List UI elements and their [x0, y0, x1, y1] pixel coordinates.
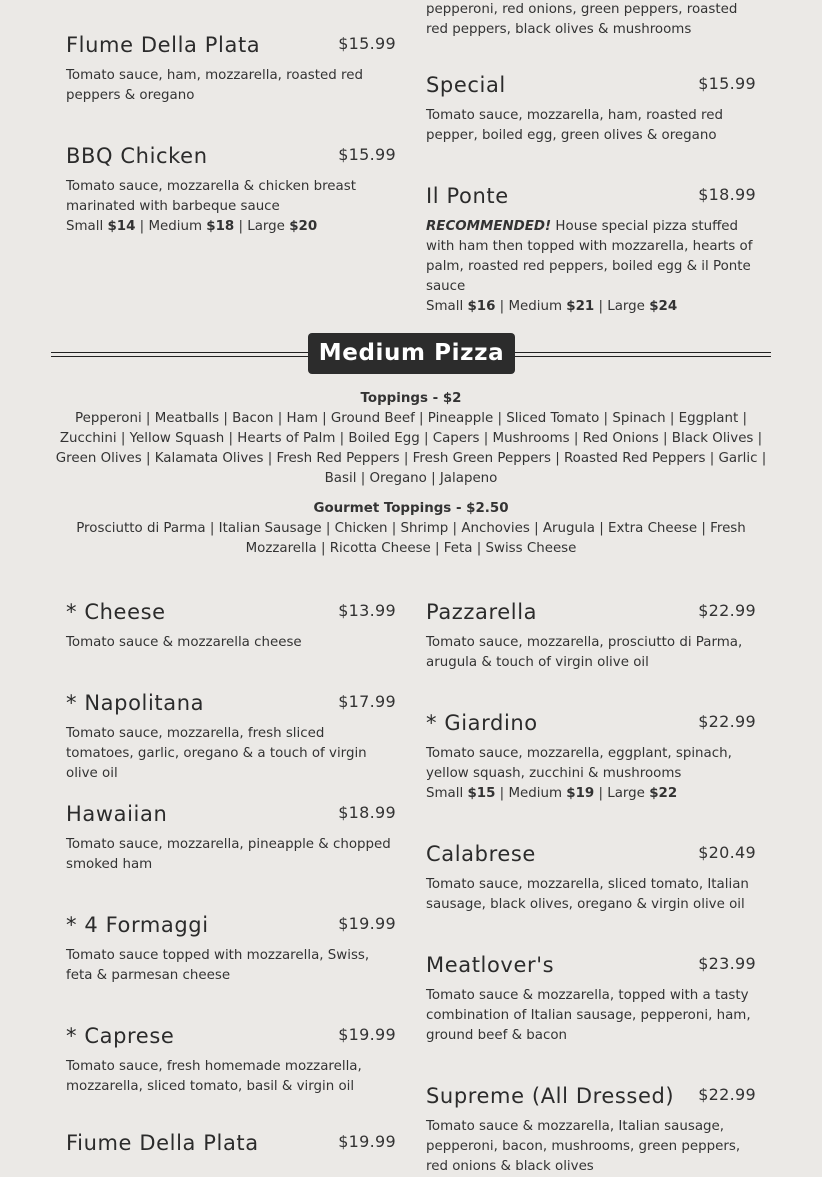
size-small-label: Small — [426, 299, 464, 314]
item-description: Tomato sauce topped with mozzarella, Swiss, feta & parmesan cheese — [66, 948, 370, 983]
item-price: $23.99 — [698, 954, 756, 973]
size-prices: Small $16 | Medium $21 | Large $24 — [426, 299, 678, 314]
size-prices: Small $14 | Medium $18 | Large $20 — [66, 219, 318, 234]
size-prices: Small $15 | Medium $19 | Large $22 — [426, 786, 678, 801]
item-name: * 4 Formaggi — [66, 913, 209, 937]
menu-item — [66, 1131, 396, 1155]
item-price: $18.99 — [698, 185, 756, 204]
size-small-price: $15 — [467, 786, 496, 801]
toppings-list: Pepperoni | Meatballs | Bacon | Ham | Ground Beef | Pineapple | Sliced Tomato | Spinach | Eggplant | Zucchini | Yellow Squash | Hearts of Palm | Boiled Egg | Capers | Mushrooms | Red Onions | Black Olives | Green Olives | Kalamata Olives | Fresh Red Peppers | Fresh Green Peppers | Roasted Red Peppers | Garlic | Basil | Oregano | Jalapeno — [55, 411, 767, 486]
size-large-label: Large — [607, 786, 645, 801]
item-price: $15.99 — [698, 74, 756, 93]
section-title: Medium Pizza — [308, 333, 515, 374]
size-small-label: Small — [426, 786, 464, 801]
recommended-tag: RECOMMENDED! — [426, 219, 552, 234]
toppings-block — [51, 389, 771, 489]
size-large-price: $24 — [649, 299, 678, 314]
item-name: Flume Della Plata — [66, 33, 261, 57]
item-description: Tomato sauce, mozzarella, eggplant, spinach, yellow squash, zucchini & mushrooms — [426, 746, 732, 781]
item-description-block — [426, 217, 756, 317]
item-description: Tomato sauce, mozzarella & chicken breast marinated with barbeque sauce — [66, 179, 356, 214]
item-name: Special — [426, 73, 506, 97]
item-name: Fiume Della Plata — [66, 1131, 259, 1155]
item-description: House special pizza stuffed with ham then topped with mozzarella, hearts of palm, roasted red peppers, boiled egg & il Ponte sauce — [426, 219, 753, 294]
item-price: $22.99 — [698, 1085, 756, 1104]
item-name: Calabrese — [426, 842, 536, 866]
item-description: Tomato sauce, mozzarella, pineapple & chopped smoked ham — [66, 837, 391, 872]
item-price: $22.99 — [698, 712, 756, 731]
item-name: * Giardino — [426, 711, 538, 735]
item-name: Pazzarella — [426, 600, 538, 624]
size-medium-price: $18 — [206, 219, 235, 234]
item-name: Il Ponte — [426, 184, 509, 208]
gourmet-toppings-block — [51, 499, 771, 559]
item-name: Meatlover's — [426, 953, 555, 977]
item-price: $20.49 — [698, 843, 756, 862]
menu-item — [426, 1084, 756, 1174]
item-description: Tomato sauce & mozzarella, Italian sausage, pepperoni, bacon, mushrooms, green peppers, red onions & black olives — [426, 1119, 741, 1174]
item-description: Tomato sauce & mozzarella, topped with a tasty combination of Italian sausage, pepperoni, ham, ground beef & bacon — [426, 988, 751, 1043]
item-price: $15.99 — [338, 145, 396, 164]
item-name: * Napolitana — [66, 691, 205, 715]
item-name: BBQ Chicken — [66, 144, 208, 168]
size-large-price: $22 — [649, 786, 678, 801]
item-price: $18.99 — [338, 803, 396, 822]
item-description-block — [66, 177, 396, 237]
size-medium-label: Medium — [148, 219, 202, 234]
item-description: Tomato sauce, mozzarella, ham, roasted red pepper, boiled egg, green olives & oregano — [426, 108, 723, 143]
item-name: Hawaiian — [66, 802, 168, 826]
gourmet-toppings-list: Prosciutto di Parma | Italian Sausage | Chicken | Shrimp | Anchovies | Arugula | Extra Cheese | Fresh Mozzarella | Ricotta Cheese | Feta | Swiss Cheese — [76, 521, 746, 556]
size-small-price: $16 — [467, 299, 496, 314]
item-description: Tomato sauce, mozzarella, fresh sliced tomatoes, garlic, oregano & a touch of virgin olive oil — [66, 726, 367, 781]
size-medium-label: Medium — [508, 299, 562, 314]
toppings-title: Toppings - $2 — [360, 391, 462, 406]
size-medium-label: Medium — [508, 786, 562, 801]
item-description: Tomato sauce, mozzarella, sliced tomato, Italian sausage, black olives, oregano & virgin olive oil — [426, 877, 749, 912]
size-small-label: Small — [66, 219, 104, 234]
size-large-label: Large — [607, 299, 645, 314]
size-small-price: $14 — [107, 219, 136, 234]
item-description: Tomato sauce & mozzarella cheese — [66, 635, 302, 650]
item-name: * Caprese — [66, 1024, 175, 1048]
item-price: $17.99 — [338, 692, 396, 711]
gourmet-toppings-title: Gourmet Toppings - $2.50 — [313, 501, 509, 516]
item-price: $13.99 — [338, 601, 396, 620]
item-description: Tomato sauce, ham, mozzarella, roasted red peppers & oregano — [66, 68, 363, 103]
item-description: Tomato sauce, mozzarella, prosciutto di Parma, arugula & touch of virgin olive oil — [426, 635, 743, 670]
item-name: * Cheese — [66, 600, 166, 624]
size-medium-price: $19 — [566, 786, 595, 801]
item-description-block — [426, 744, 756, 804]
item-name: Supreme (All Dressed) — [426, 1084, 675, 1108]
size-medium-price: $21 — [566, 299, 595, 314]
section-header — [51, 333, 771, 374]
item-description: pepperoni, red onions, green peppers, roasted red peppers, black olives & mushrooms — [426, 2, 738, 37]
item-price: $19.99 — [338, 1025, 396, 1044]
item-description: Tomato sauce, fresh homemade mozzarella, mozzarella, sliced tomato, basil & virgin oil — [66, 1059, 362, 1094]
item-price: $19.99 — [338, 1132, 396, 1151]
item-price: $15.99 — [338, 34, 396, 53]
size-large-price: $20 — [289, 219, 318, 234]
item-price: $19.99 — [338, 914, 396, 933]
size-large-label: Large — [247, 219, 285, 234]
item-price: $22.99 — [698, 601, 756, 620]
